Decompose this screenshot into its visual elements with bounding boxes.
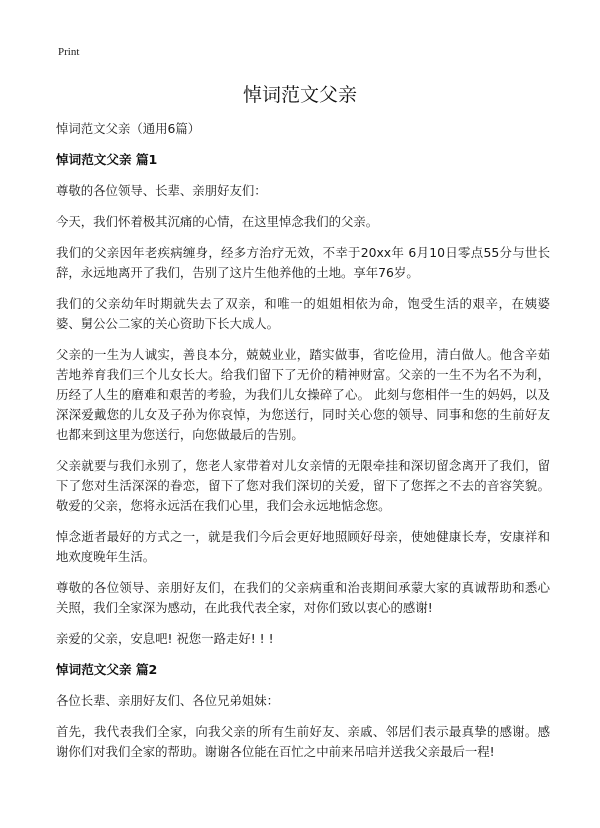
paragraph: 父亲就要与我们永别了，您老人家带着对儿女亲情的无限牵挂和深切留念离开了我们，留下了您对生活深深的眷恋，留下了您对我们深切的关爱，留下了您挥之不去的音容笑貌。敬爱的父亲，您将永远活在我们心里，我们会永远地惦念您。: [56, 458, 550, 513]
section-heading-2: 悼词范文父亲 篇2: [56, 662, 158, 677]
document-body: [56, 119, 550, 773]
section-heading-1: 悼词范文父亲 篇1: [56, 152, 158, 167]
page-title: 悼词范文父亲: [242, 84, 357, 106]
paragraph: 悼念逝者最好的方式之一，就是我们今后会更好地照顾好母亲，使她健康长寿，安康祥和地欢度晚年生活。: [56, 529, 550, 564]
paragraph: 各位长辈、亲朋好友们、各位兄弟姐妹：: [56, 693, 280, 708]
paragraph: 父亲的一生为人诚实，善良本分，兢兢业业，踏实做事，省吃俭用，清白做人。他含辛茹苦地养育我们三个儿女长大。给我们留下了无价的精神财富。父亲的一生不为名不为利，历经了人生的磨难和艰苦的考验，为我们儿女操碎了心。 此刻与您相伴一生的妈妈，以及深深爱戴您的儿女及子孙为你哀悼，为您送行，同时关心您的领导、同事和您的生前好友也都来到这里为您送行，向您做最后的告别。: [56, 347, 550, 442]
paragraph: 尊敬的各位领导、长辈、亲朋好友们：: [56, 183, 267, 198]
paragraph: 亲爱的父亲，安息吧! 祝您一路走好! ! !: [56, 631, 274, 646]
document-subtitle: 悼词范文父亲（通用6篇）: [56, 121, 201, 136]
paragraph: 我们的父亲幼年时期就失去了双亲，和唯一的姐姐相依为命，饱受生活的艰辛，在姨婆婆、舅公公二家的关心资助下长大成人。: [56, 296, 550, 331]
paragraph: 今天，我们怀着极其沉痛的心情，在这里悼念我们的父亲。: [56, 214, 379, 229]
print-link[interactable]: Print: [58, 46, 80, 58]
paragraph: 尊敬的各位领导、亲朋好友们，在我们的父亲病重和治丧期间承蒙大家的真诚帮助和悉心关照，我们全家深为感动，在此我代表全家，对你们致以衷心的感谢!: [56, 580, 550, 615]
paragraph: 我们的父亲因年老疾病缠身，经多方治疗无效，不幸于20xx年 6月10日零点55分与世长辞，永远地离开了我们，告别了这片生他养他的土地。享年76岁。: [56, 245, 550, 280]
paragraph: 首先，我代表我们全家，向我父亲的所有生前好友、亲戚、邻居们表示最真挚的感谢。感谢你们对我们全家的帮助。谢谢各位能在百忙之中前来吊唁并送我父亲最后一程!: [56, 724, 550, 759]
